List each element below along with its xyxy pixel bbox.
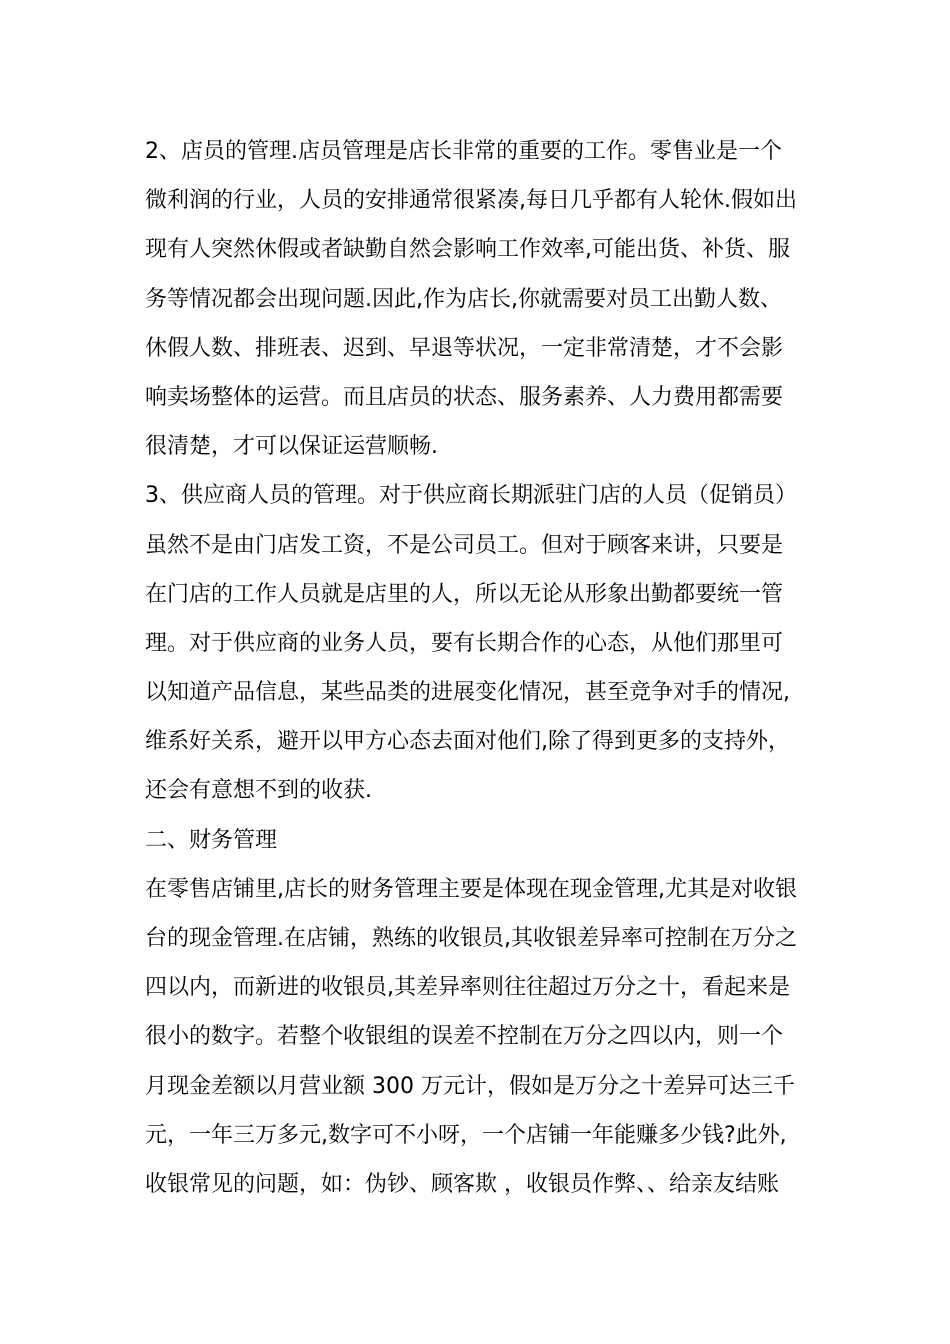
text-line: 在零售店铺里,店长的财务管理主要是体现在现金管理,尤其是对收银: [145, 876, 797, 902]
text-line: 休假人数、排班表、迟到、早退等状况，一定非常清楚，才不会影: [145, 335, 784, 361]
text-line: 维系好关系，避开以甲方心态去面对他们,除了得到更多的支持外，: [145, 729, 790, 755]
text-line: 很清楚，才可以保证运营顺畅.: [145, 434, 438, 460]
text-line: 月现金差额以月营业额 300 万元计，假如是万分之十差异可达三千: [145, 1073, 795, 1099]
text-line: 响卖场整体的运营。而且店员的状态、服务素养、人力费用都需要: [145, 384, 784, 410]
text-line: 以知道产品信息，某些品类的进展变化情况，甚至竞争对手的情况,: [145, 680, 790, 706]
text-line: 微利润的行业，人员的安排通常很紧凑,每日几乎都有人轮休.假如出: [145, 188, 797, 214]
text-line: 台的现金管理.在店铺，熟练的收银员,其收银差异率可控制在万分之: [145, 926, 797, 951]
text-line: 收银常见的问题，如：伪钞、顾客欺 ，收银员作弊、、给亲友结账: [145, 1171, 779, 1197]
document-body: [145, 127, 825, 1209]
text-line: 务等情况都会出现问题.因此,作为店长,你就需要对员工出勤人数、: [145, 286, 782, 312]
text-line: 虽然不是由门店发工资，不是公司员工。但对于顾客来讲，只要是: [145, 532, 784, 558]
text-line: 3、供应商人员的管理。对于供应商长期派驻门店的人员（促销员）: [145, 483, 797, 509]
text-line: 很小的数字。若整个收银组的误差不控制在万分之四以内，则一个: [145, 1024, 784, 1050]
text-line: 理。对于供应商的业务人员，要有长期合作的心态，从他们那里可: [145, 630, 784, 656]
text-line: 还会有意想不到的收获.: [145, 778, 372, 804]
text-line: 元，一年三万多元,数字可不小呀，一个店铺一年能赚多少钱?此外,: [145, 1122, 787, 1148]
text-line: 现有人突然休假或者缺勤自然会影响工作效率,可能出货、补货、服: [145, 237, 790, 263]
text-line: 在门店的工作人员就是店里的人，所以无论从形象出勤都要统一管: [145, 581, 784, 607]
section-heading: 二、财务管理: [145, 827, 278, 853]
text-line: 2、店员的管理.店员管理是店长非常的重要的工作。零售业是一个: [145, 139, 782, 164]
text-line: 四以内，而新进的收银员,其差异率则往往超过万分之十，看起来是: [145, 975, 790, 1001]
